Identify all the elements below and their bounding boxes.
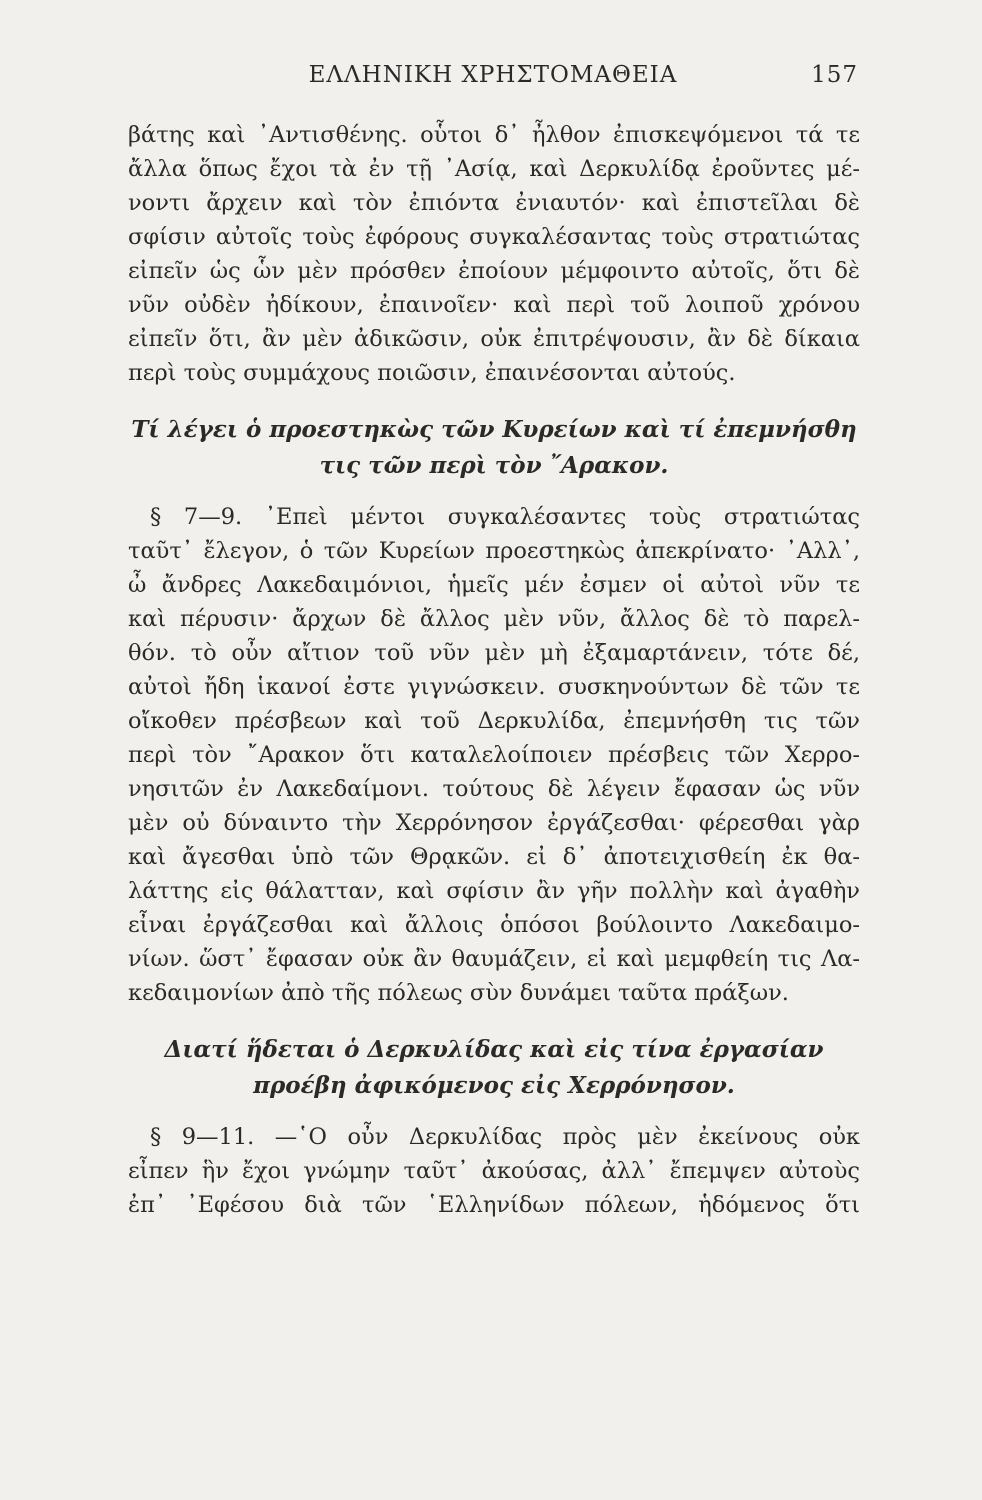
heading-line: προέβη ἀφικόμενος εἰς Χερρόνησον. (253, 1072, 735, 1099)
text-line: θόν. τὸ οὖν αἴτιον τοῦ νῦν μὲν μὴ ἐξαμαρτάνειν, τότε δέ, (128, 640, 860, 666)
running-header (128, 62, 858, 94)
text-line: νησιτῶν ἐν Λακεδαίμονι. τούτους δὲ λέγειν ἔφασαν ὡς νῦν (128, 776, 860, 802)
text-line: εἶναι ἐργάζεσθαι καὶ ἄλλοις ὁπόσοι βούλοιντο Λακεδαιμο- (128, 912, 860, 938)
text-line: καὶ πέρυσιν· ἄρχων δὲ ἄλλος μὲν νῦν, ἄλλος δὲ τὸ παρελ- (128, 606, 860, 632)
text-line: νίων. ὥστ᾿ ἔφασαν οὐκ ἂν θαυμάζειν, εἰ καὶ μεμφθείη τις Λα- (128, 946, 860, 972)
paragraph-3 (128, 1120, 860, 1222)
text-line: § 7—9. ᾿Επεὶ μέντοι συγκαλέσαντες τοὺς στρατιώτας (150, 504, 860, 530)
paragraph-2 (128, 500, 860, 1010)
text-line: νοντι ἄρχειν καὶ τὸν ἐπιόντα ἐνιαυτόν· καὶ ἐπιστεῖλαι δὲ (128, 190, 860, 216)
text-line: καὶ ἄγεσθαι ὑπὸ τῶν Θρᾳκῶν. εἰ δ᾿ ἀποτειχισθείη ἐκ θα- (128, 844, 860, 870)
text-line: βάτης καὶ ᾿Αντισθένης. οὗτοι δ᾿ ἦλθον ἐπισκεψόμενοι τά τε (128, 122, 860, 148)
text-line: εἰπεῖν ὅτι, ἂν μὲν ἀδικῶσιν, οὐκ ἐπιτρέψουσιν, ἂν δὲ δίκαια (128, 326, 860, 352)
section-heading-1 (128, 412, 860, 484)
text-line: περὶ τὸν ῎Αρακον ὅτι καταλελοίποιεν πρέσβεις τῶν Χερρο- (128, 742, 860, 768)
text-line: εἶπεν ἣν ἔχοι γνώμην ταῦτ᾿ ἀκούσας, ἀλλ᾿ ἔπεμψεν αὐτοὺς (128, 1158, 860, 1184)
running-title: ΕΛΛΗΝΙΚΗ ΧΡΗΣΤΟΜΑΘΕΙΑ (308, 62, 678, 88)
text-line: λάττης εἰς θάλατταν, καὶ σφίσιν ἂν γῆν πολλὴν καὶ ἀγαθὴν (128, 878, 860, 904)
text-line: § 9—11. —῾Ο οὖν Δερκυλίδας πρὸς μὲν ἐκείνους οὐκ (150, 1124, 860, 1150)
text-line: ἐπ᾿ ᾿Εφέσου διὰ τῶν ῾Ελληνίδων πόλεων, ἡδόμενος ὅτι (128, 1192, 860, 1218)
heading-line: Τί λέγει ὁ προεστηκὼς τῶν Κυρείων καὶ τί ἐπεμνήσθη (131, 416, 857, 443)
text-line: ταῦτ᾿ ἔλεγον, ὁ τῶν Κυρείων προεστηκὼς ἀπεκρίνατο· ᾿Αλλ᾿, (128, 538, 860, 564)
page-body (128, 118, 860, 1222)
page-number: 157 (811, 62, 858, 88)
text-line: εἰπεῖν ὡς ὧν μὲν πρόσθεν ἐποίουν μέμφοιντο αὐτοῖς, ὅτι δὲ (128, 258, 860, 284)
text-line: μὲν οὐ δύναιντο τὴν Χερρόνησον ἐργάζεσθαι· φέρεσθαι γὰρ (128, 810, 860, 836)
text-line: περὶ τοὺς συμμάχους ποιῶσιν, ἐπαινέσονται αὐτούς. (128, 360, 736, 386)
text-line: ὦ ἄνδρες Λακεδαιμόνιοι, ἡμεῖς μέν ἐσμεν οἱ αὐτοὶ νῦν τε (128, 572, 860, 598)
text-line: νῦν οὐδὲν ἠδίκουν, ἐπαινοῖεν· καὶ περὶ τοῦ λοιποῦ χρόνου (128, 292, 860, 318)
paragraph-1 (128, 118, 860, 390)
text-line: αὐτοὶ ἤδη ἱκανοί ἐστε γιγνώσκειν. συσκηνούντων δὲ τῶν τε (128, 674, 860, 700)
text-line: οἴκοθεν πρέσβεων καὶ τοῦ Δερκυλίδα, ἐπεμνήσθη τις τῶν (128, 708, 860, 734)
text-line: σφίσιν αὐτοῖς τοὺς ἐφόρους συγκαλέσαντας τοὺς στρατιώτας (128, 224, 860, 250)
heading-line: Διατί ἥδεται ὁ Δερκυλίδας καὶ εἰς τίνα ἐργασίαν (164, 1036, 824, 1063)
section-heading-2 (128, 1032, 860, 1104)
heading-line: τις τῶν περὶ τὸν ῎Αρακον. (319, 452, 669, 479)
text-line: ἄλλα ὅπως ἔχοι τὰ ἐν τῇ ᾿Ασίᾳ, καὶ Δερκυλίδᾳ ἐροῦντες μέ- (128, 156, 860, 182)
text-line: κεδαιμονίων ἀπὸ τῆς πόλεως σὺν δυνάμει ταῦτα πράξων. (128, 980, 789, 1006)
